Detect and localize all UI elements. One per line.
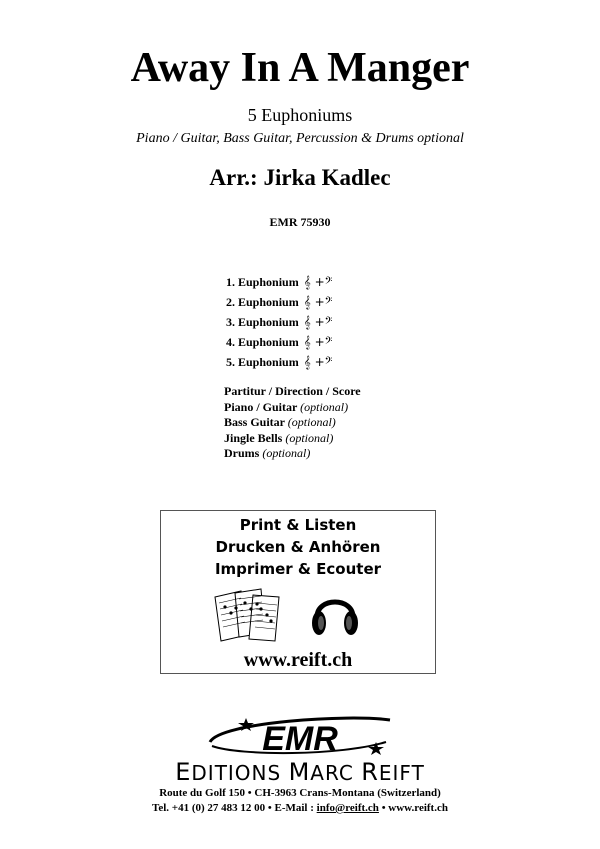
extra-label: Drums [224,446,260,460]
parts-list [226,272,332,372]
extra-note: (optional) [285,430,334,445]
contact-website: • www.reift.ch [378,802,448,814]
extra-item [224,384,361,400]
publisher-address: Route du Golf 150 • CH-3963 Crans-Montana (Switzerland) [159,787,441,799]
extras-list [224,384,361,462]
extra-label: Bass Guitar [224,415,285,429]
part-item [226,292,332,312]
part-item [226,332,332,352]
extra-label: Piano / Guitar [224,399,298,414]
clef-icon: 𝄞 +𝄢 [303,295,333,309]
print-listen-box [160,510,436,674]
part-item [226,272,332,292]
emr-logo [150,712,450,760]
clef-icon: 𝄞 +𝄢 [303,315,333,329]
extra-item [224,446,361,462]
catalog-number: EMR 75930 [269,215,331,229]
extra-note: (optional) [300,399,349,414]
part-label: 4. Euphonium [226,335,299,349]
clef-icon: 𝄞 +𝄢 [303,275,333,289]
email-link[interactable]: info@reift.ch [316,802,379,814]
publisher-name: EDITIONS MARC REIFT [175,758,425,786]
promo-line-fr: Imprimer & Ecouter [214,560,382,578]
extra-note: (optional) [262,446,311,460]
extra-label: Partitur / Direction / Score [224,384,361,398]
headphones-icon [309,585,361,641]
part-label: 1. Euphonium [226,275,299,289]
score-title: Away In A Manger [130,45,470,91]
part-label: 5. Euphonium [226,355,299,369]
clef-icon: 𝄞 +𝄢 [303,335,333,349]
publisher-contact [0,801,600,815]
arranger: Arr.: Jirka Kadlec [209,165,391,190]
extra-item [224,415,361,431]
promo-line-de: Drucken & Anhören [215,538,381,556]
contact-phone: Tel. +41 (0) 27 483 12 00 • E-Mail : [152,802,317,814]
part-item [226,352,332,372]
extra-note: (optional) [287,415,336,429]
part-label: 2. Euphonium [226,295,299,309]
optional-instruments: Piano / Guitar, Bass Guitar, Percussion & Drums optional [136,131,464,146]
logo-text: EMR [262,720,338,758]
extra-item [224,431,361,447]
part-label: 3. Euphonium [226,315,299,329]
promo-line-en: Print & Listen [239,516,357,534]
extra-item [224,400,361,416]
clef-icon: 𝄞 +𝄢 [303,355,333,369]
part-item [226,312,332,332]
extra-label: Jingle Bells [224,430,283,445]
sheet-music-icon [211,587,283,643]
instrumentation: 5 Euphoniums [247,105,353,125]
promo-website: www.reift.ch [243,649,353,671]
